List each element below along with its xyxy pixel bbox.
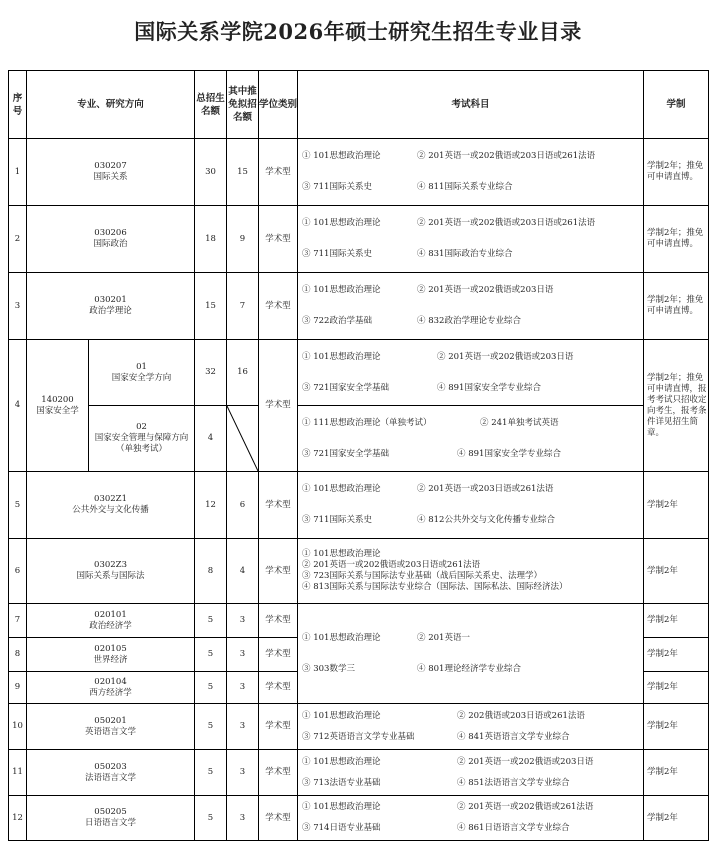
- degree-type: 学术型: [259, 638, 298, 672]
- major-code: 050205: [94, 807, 127, 817]
- direction-code: 02: [136, 422, 147, 432]
- row-seq: 7: [9, 604, 27, 638]
- study-system: 学制2年: [644, 604, 709, 638]
- major-name: 国际关系与国际法: [76, 571, 145, 581]
- major-cell: [27, 273, 195, 340]
- major-code: 140200: [41, 394, 74, 405]
- table-row: [9, 273, 709, 340]
- exam-item: ③ 723国际关系与国际法专业基础（战后国际关系史、法理学）: [302, 571, 542, 581]
- total-quota: 4: [195, 406, 227, 472]
- exempt-quota: 3: [227, 604, 259, 638]
- row-seq: 6: [9, 539, 27, 604]
- exam-item: ② 201英语一或202俄语或203日语或261法语: [417, 151, 596, 161]
- total-quota: 30: [195, 139, 227, 206]
- exam-item: ④ 832政治学理论专业综合: [417, 316, 521, 326]
- table-row: [9, 539, 709, 604]
- header-major: 专业、研究方向: [27, 71, 195, 139]
- major-cell: [27, 704, 195, 750]
- exam-item: ② 241单独考试英语: [480, 417, 559, 428]
- exam-item: ② 201英语一或202俄语或203日语: [437, 351, 574, 362]
- major-cell: [27, 206, 195, 273]
- row-seq: 9: [9, 672, 27, 704]
- exempt-quota: 16: [227, 340, 259, 406]
- exam-subjects: [298, 340, 644, 406]
- direction-code: 01: [136, 361, 147, 372]
- exam-subjects: [298, 704, 644, 750]
- degree-type: 学术型: [259, 539, 298, 604]
- exam-item: ③ 721国家安全学基础: [302, 448, 389, 459]
- exam-item: ③ 721国家安全学基础: [302, 382, 389, 393]
- total-quota: 18: [195, 206, 227, 273]
- major-name: 法语语言文学: [85, 772, 137, 783]
- exam-subjects: [298, 539, 644, 604]
- study-system: 学制2年: [644, 539, 709, 604]
- study-system: 学制2年: [644, 704, 709, 750]
- exempt-quota: 3: [227, 796, 259, 841]
- major-code: 020101: [94, 609, 127, 620]
- header-exempt: 其中推免拟招名额: [227, 71, 259, 139]
- exempt-quota: 3: [227, 750, 259, 796]
- table-row: [9, 604, 709, 638]
- degree-type: 学术型: [259, 704, 298, 750]
- major-name: 政治学理论: [89, 306, 132, 316]
- header-total: 总招生名额: [195, 71, 227, 139]
- direction-name: 国家安全学方向: [111, 372, 172, 383]
- major-name: 西方经济学: [89, 687, 132, 698]
- header-system: 学制: [644, 71, 709, 139]
- exam-item: ① 101思想政治理论: [302, 549, 381, 559]
- total-quota: 5: [195, 604, 227, 638]
- exam-subjects: [298, 406, 644, 472]
- exam-item: ④ 801理论经济学专业综合: [417, 663, 521, 674]
- table-row: [9, 139, 709, 206]
- exam-item: ③ 712英语语言文学专业基础: [302, 731, 415, 742]
- direction-name: 国家安全管理与保障方向（单独考试）: [94, 433, 189, 454]
- exam-item: ① 101思想政治理论: [302, 218, 381, 228]
- exam-item: ② 202俄语或203日语或261法语: [457, 710, 585, 721]
- table-row: [9, 750, 709, 796]
- exam-item: ② 201英语一或202俄语或203日语: [417, 285, 554, 295]
- exam-subjects: [298, 472, 644, 539]
- direction-cell: [89, 406, 195, 472]
- major-code: 0302Z1: [94, 494, 127, 504]
- exam-item: ② 201英语一或202俄语或203日语或261法语: [302, 560, 481, 570]
- exam-subjects: [298, 604, 644, 704]
- study-system: 学制2年: [644, 472, 709, 539]
- row-seq: 11: [9, 750, 27, 796]
- total-quota: 5: [195, 672, 227, 704]
- total-quota: 32: [195, 340, 227, 406]
- major-cell: [27, 472, 195, 539]
- degree-type: 学术型: [259, 139, 298, 206]
- exempt-quota: 4: [227, 539, 259, 604]
- major-code: 0302Z3: [94, 560, 127, 570]
- major-code: 030207: [94, 161, 127, 171]
- exam-item: ① 101思想政治理论: [302, 285, 381, 295]
- total-quota: 8: [195, 539, 227, 604]
- exempt-quota: 3: [227, 638, 259, 672]
- exam-item: ③ 713法语专业基础: [302, 777, 381, 788]
- exempt-quota: 6: [227, 472, 259, 539]
- row-seq: 8: [9, 638, 27, 672]
- row-seq: 10: [9, 704, 27, 750]
- total-quota: 5: [195, 750, 227, 796]
- major-cell: [27, 340, 89, 472]
- direction-cell: [89, 340, 195, 406]
- major-cell: [27, 796, 195, 841]
- exempt-quota: 7: [227, 273, 259, 340]
- row-seq: 2: [9, 206, 27, 273]
- exam-item: ① 101思想政治理论: [302, 151, 381, 161]
- table-row: [9, 472, 709, 539]
- study-system: 学制2年；推免可申请直博。: [644, 273, 709, 340]
- degree-type: 学术型: [259, 340, 298, 472]
- total-quota: 5: [195, 638, 227, 672]
- exam-item: ④ 812公共外交与文化传播专业综合: [417, 515, 555, 525]
- degree-type: 学术型: [259, 472, 298, 539]
- exam-item: ④ 841英语语言文学专业综合: [457, 731, 570, 742]
- exam-item: ① 101思想政治理论: [302, 351, 381, 362]
- exempt-quota: 15: [227, 139, 259, 206]
- exam-item: ② 201英语一或202俄语或203日语或261法语: [417, 218, 596, 228]
- exam-item: ④ 861日语语言文学专业综合: [457, 823, 570, 833]
- major-name: 国际政治: [93, 239, 128, 249]
- major-name: 英语语言文学: [85, 726, 137, 737]
- header-degree: 学位类别: [259, 71, 298, 139]
- exam-item: ② 201英语一或202俄语或203日语: [457, 756, 594, 767]
- table-row: [9, 406, 709, 472]
- major-code: 030201: [94, 295, 127, 305]
- exam-item: ② 201英语一或202俄语或261法语: [457, 802, 594, 812]
- header-row: [9, 71, 709, 139]
- exam-subjects: [298, 796, 644, 841]
- exam-item: ④ 891国家安全学专业综合: [457, 448, 561, 459]
- major-cell: [27, 139, 195, 206]
- major-code: 020104: [94, 676, 127, 687]
- exam-item: ④ 811国际关系专业综合: [417, 182, 513, 192]
- row-seq: 5: [9, 472, 27, 539]
- study-system: 学制2年；推免可申请直博。: [644, 139, 709, 206]
- study-system: 学制2年: [644, 750, 709, 796]
- table-row: [9, 704, 709, 750]
- study-system: 学制2年: [644, 796, 709, 841]
- major-name: 政治经济学: [89, 620, 132, 631]
- total-quota: 12: [195, 472, 227, 539]
- exam-subjects: [298, 750, 644, 796]
- exam-item: ① 101思想政治理论: [302, 802, 381, 812]
- exam-item: ② 201英语一或203日语或261法语: [417, 484, 554, 494]
- major-code: 030206: [94, 228, 127, 238]
- major-name: 国家安全学: [36, 405, 79, 416]
- exam-item: ② 201英语一: [417, 632, 470, 643]
- exam-item: ③ 714日语专业基础: [302, 823, 381, 833]
- exam-item: ③ 722政治学基础: [302, 316, 372, 326]
- exam-subjects: [298, 206, 644, 273]
- exam-item: ① 101思想政治理论: [302, 484, 381, 494]
- exam-item: ① 101思想政治理论: [302, 710, 381, 721]
- total-quota: 5: [195, 796, 227, 841]
- study-system: 学制2年；推免可申请直博，报考考试只招收定向考生，报考条件详见招生简章。: [644, 340, 709, 472]
- major-cell: [27, 539, 195, 604]
- exempt-quota: 9: [227, 206, 259, 273]
- major-name: 日语语言文学: [85, 818, 137, 828]
- total-quota: 15: [195, 273, 227, 340]
- exam-item: ④ 813国际关系与国际法专业综合（国际法、国际私法、国际经济法）: [302, 582, 568, 592]
- exam-item: ④ 891国家安全学专业综合: [437, 382, 541, 393]
- exam-item: ① 101思想政治理论: [302, 632, 381, 643]
- exempt-quota: 3: [227, 672, 259, 704]
- major-name: 国际关系: [93, 172, 128, 182]
- table-row: [9, 796, 709, 841]
- header-seq: 序号: [9, 71, 27, 139]
- exam-item: ③ 711国际关系史: [302, 249, 372, 259]
- major-cell: [27, 750, 195, 796]
- degree-type: 学术型: [259, 273, 298, 340]
- major-cell: [27, 604, 195, 638]
- major-code: 020105: [94, 643, 127, 654]
- table-row: [9, 340, 709, 406]
- exam-item: ④ 851法语语言文学专业综合: [457, 777, 570, 788]
- row-seq: 4: [9, 340, 27, 472]
- exam-item: ① 101思想政治理论: [302, 756, 381, 767]
- row-seq: 12: [9, 796, 27, 841]
- row-seq: 3: [9, 273, 27, 340]
- major-cell: [27, 672, 195, 704]
- major-cell: [27, 638, 195, 672]
- study-system: 学制2年；推免可申请直博。: [644, 206, 709, 273]
- major-code: 050203: [94, 761, 127, 772]
- exam-item: ① 111思想政治理论（单独考试）: [302, 417, 432, 428]
- degree-type: 学术型: [259, 206, 298, 273]
- degree-type: 学术型: [259, 796, 298, 841]
- table-row: [9, 206, 709, 273]
- major-name: 公共外交与文化传播: [72, 505, 149, 515]
- exempt-quota-empty: [227, 406, 259, 472]
- exam-item: ③ 711国际关系史: [302, 515, 372, 525]
- exam-item: ③ 711国际关系史: [302, 182, 372, 192]
- exam-item: ③ 303数学三: [302, 663, 355, 674]
- study-system: 学制2年: [644, 638, 709, 672]
- total-quota: 5: [195, 704, 227, 750]
- header-exam: 考试科目: [298, 71, 644, 139]
- catalog-table: [8, 70, 709, 841]
- major-name: 世界经济: [93, 654, 128, 665]
- exempt-quota: 3: [227, 704, 259, 750]
- study-system: 学制2年: [644, 672, 709, 704]
- exam-item: ④ 831国际政治专业综合: [417, 249, 513, 259]
- row-seq: 1: [9, 139, 27, 206]
- exam-subjects: [298, 273, 644, 340]
- major-code: 050201: [94, 715, 127, 726]
- degree-type: 学术型: [259, 750, 298, 796]
- degree-type: 学术型: [259, 604, 298, 638]
- degree-type: 学术型: [259, 672, 298, 704]
- exam-subjects: [298, 139, 644, 206]
- page-title: 国际关系学院2026年硕士研究生招生专业目录: [134, 19, 582, 44]
- diagonal-line: [227, 406, 258, 471]
